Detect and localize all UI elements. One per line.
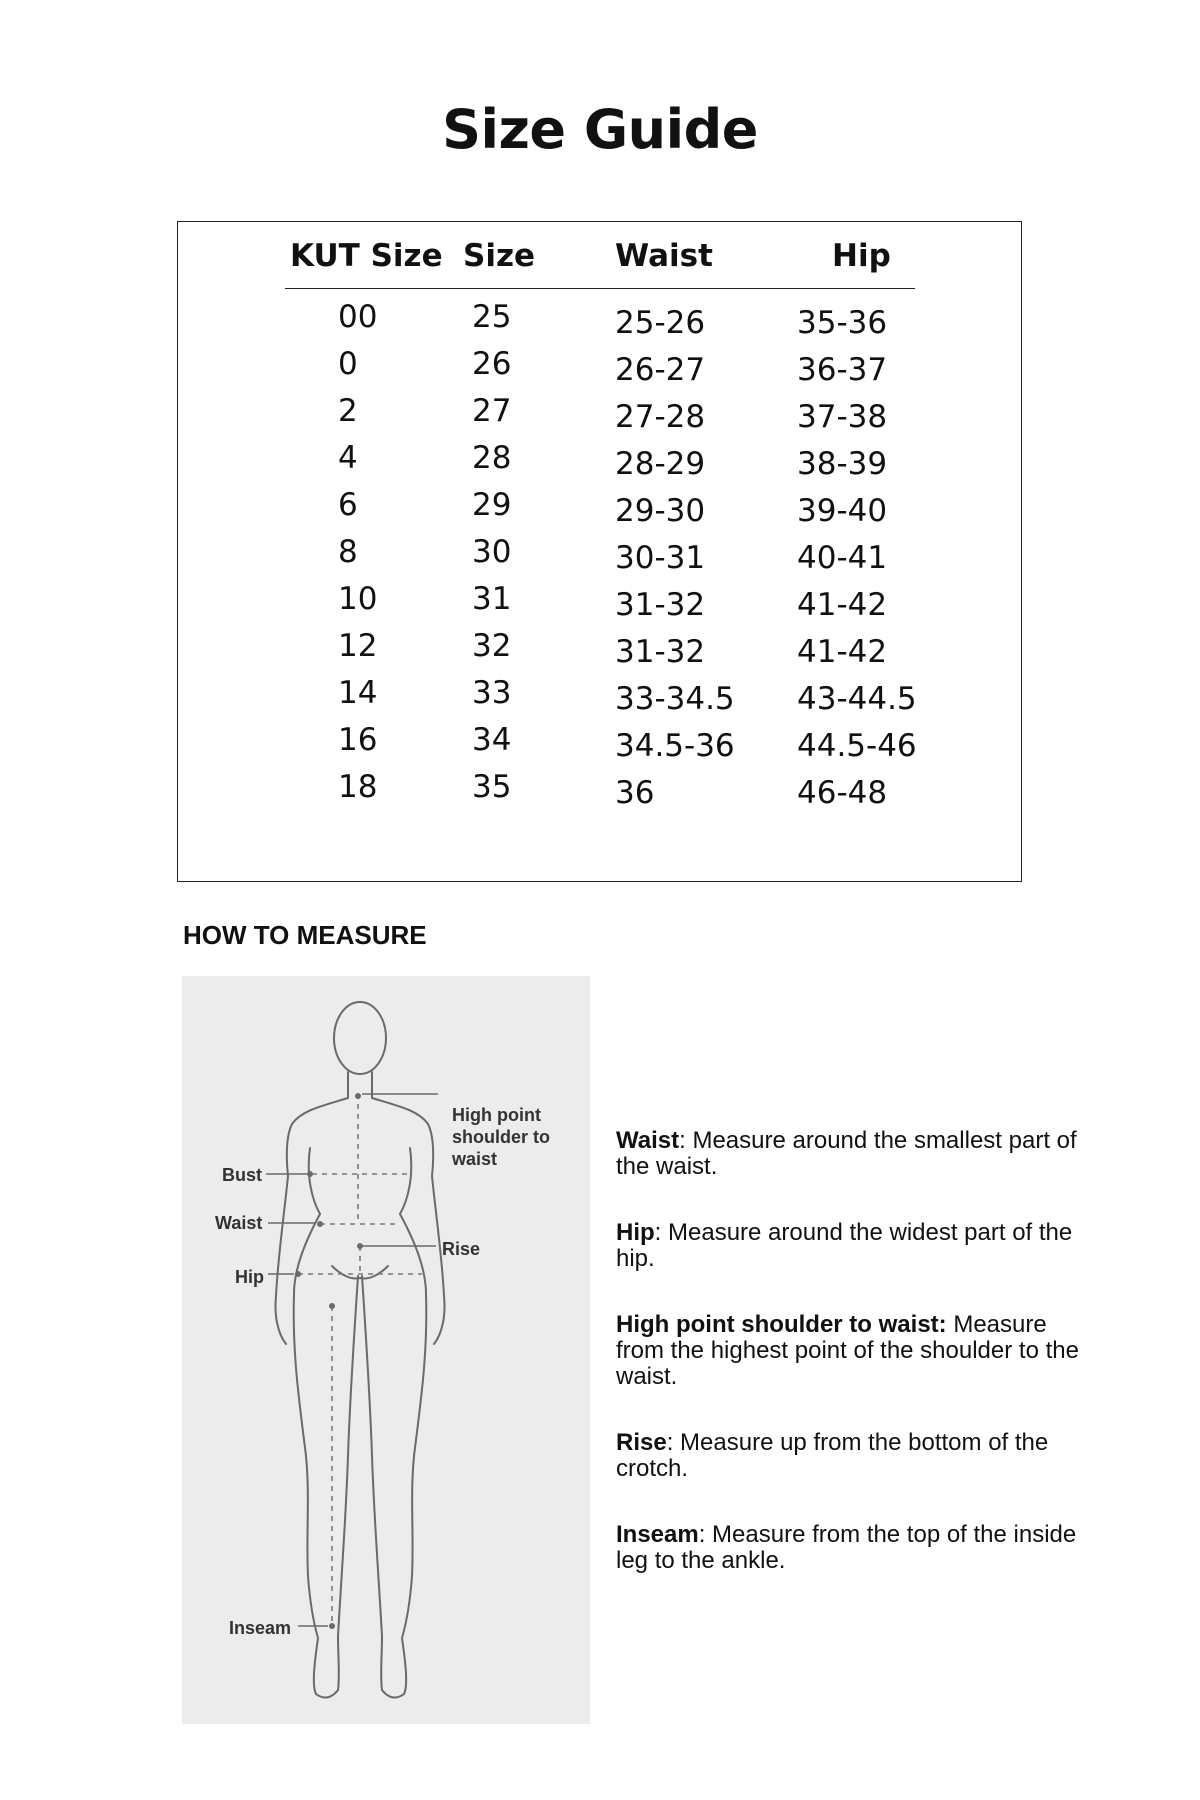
cell-waist: 27-28	[615, 399, 706, 435]
cell-hip: 38-39	[797, 446, 888, 482]
instruction-waist: Waist: Measure around the smallest part of the waist.	[616, 1127, 1077, 1180]
cell-waist: 28-29	[615, 446, 706, 482]
cell-size: 28	[472, 440, 512, 476]
cell-waist: 34.5-36	[615, 728, 735, 764]
cell-kut-size: 12	[338, 628, 378, 664]
cell-kut-size: 4	[338, 440, 358, 476]
instruction-hip: Hip: Measure around the widest part of the hip.	[616, 1219, 1073, 1272]
header-kut-size: KUT Size	[290, 238, 443, 274]
cell-hip: 46-48	[797, 775, 888, 811]
header-hip: Hip	[832, 238, 891, 274]
header-size: Size	[463, 238, 536, 274]
instruction-rise: Rise: Measure up from the bottom of the crotch.	[616, 1429, 1049, 1482]
cell-kut-size: 16	[338, 722, 378, 758]
instruction-inseam: Inseam: Measure from the top of the inside leg to the ankle.	[616, 1521, 1077, 1574]
cell-kut-size: 6	[338, 487, 358, 523]
cell-waist: 25-26	[615, 305, 706, 341]
cell-hip: 41-42	[797, 587, 888, 623]
cell-waist: 33-34.5	[615, 681, 735, 717]
measurement-figure	[182, 976, 590, 1724]
cell-kut-size: 2	[338, 393, 358, 429]
cell-waist: 26-27	[615, 352, 706, 388]
label-hip: Hip	[235, 1267, 264, 1287]
label-rise: Rise	[442, 1239, 481, 1259]
cell-waist: 31-32	[615, 587, 706, 623]
cell-kut-size: 14	[338, 675, 378, 711]
cell-hip: 36-37	[797, 352, 888, 388]
cell-waist: 31-32	[615, 634, 706, 670]
cell-kut-size: 8	[338, 534, 358, 570]
cell-size: 35	[472, 769, 512, 805]
cell-size: 33	[472, 675, 512, 711]
header-waist: Waist	[615, 238, 713, 274]
label-bust: Bust	[222, 1165, 262, 1185]
measurement-instructions	[616, 1128, 1086, 1614]
label-inseam: Inseam	[229, 1618, 292, 1638]
cell-hip: 44.5-46	[797, 728, 917, 764]
label-high-point: High point shoulder to waist	[452, 1105, 550, 1169]
how-to-measure-heading: HOW TO MEASURE	[183, 920, 427, 950]
body-silhouette-icon	[182, 976, 590, 1724]
instruction-high-point-shoulder: High point shoulder to waist: Measure from the highest point of the shoulder to the waist.	[616, 1311, 1079, 1390]
cell-hip: 43-44.5	[797, 681, 917, 717]
cell-size: 32	[472, 628, 512, 664]
cell-size: 30	[472, 534, 512, 570]
cell-hip: 39-40	[797, 493, 888, 529]
cell-size: 25	[472, 299, 512, 335]
cell-kut-size: 0	[338, 346, 358, 382]
size-table-frame	[177, 221, 1022, 882]
cell-waist: 30-31	[615, 540, 706, 576]
cell-kut-size: 10	[338, 581, 378, 617]
label-waist: Waist	[215, 1213, 263, 1233]
cell-size: 34	[472, 722, 512, 758]
cell-kut-size: 00	[338, 299, 378, 335]
cell-hip: 40-41	[797, 540, 888, 576]
cell-hip: 41-42	[797, 634, 888, 670]
cell-hip: 35-36	[797, 305, 888, 341]
cell-kut-size: 18	[338, 769, 378, 805]
cell-hip: 37-38	[797, 399, 888, 435]
page-title: Size Guide	[442, 98, 758, 161]
header-divider	[285, 288, 915, 289]
cell-waist: 29-30	[615, 493, 706, 529]
cell-waist: 36	[615, 775, 655, 811]
cell-size: 26	[472, 346, 512, 382]
cell-size: 27	[472, 393, 512, 429]
cell-size: 29	[472, 487, 512, 523]
cell-size: 31	[472, 581, 512, 617]
